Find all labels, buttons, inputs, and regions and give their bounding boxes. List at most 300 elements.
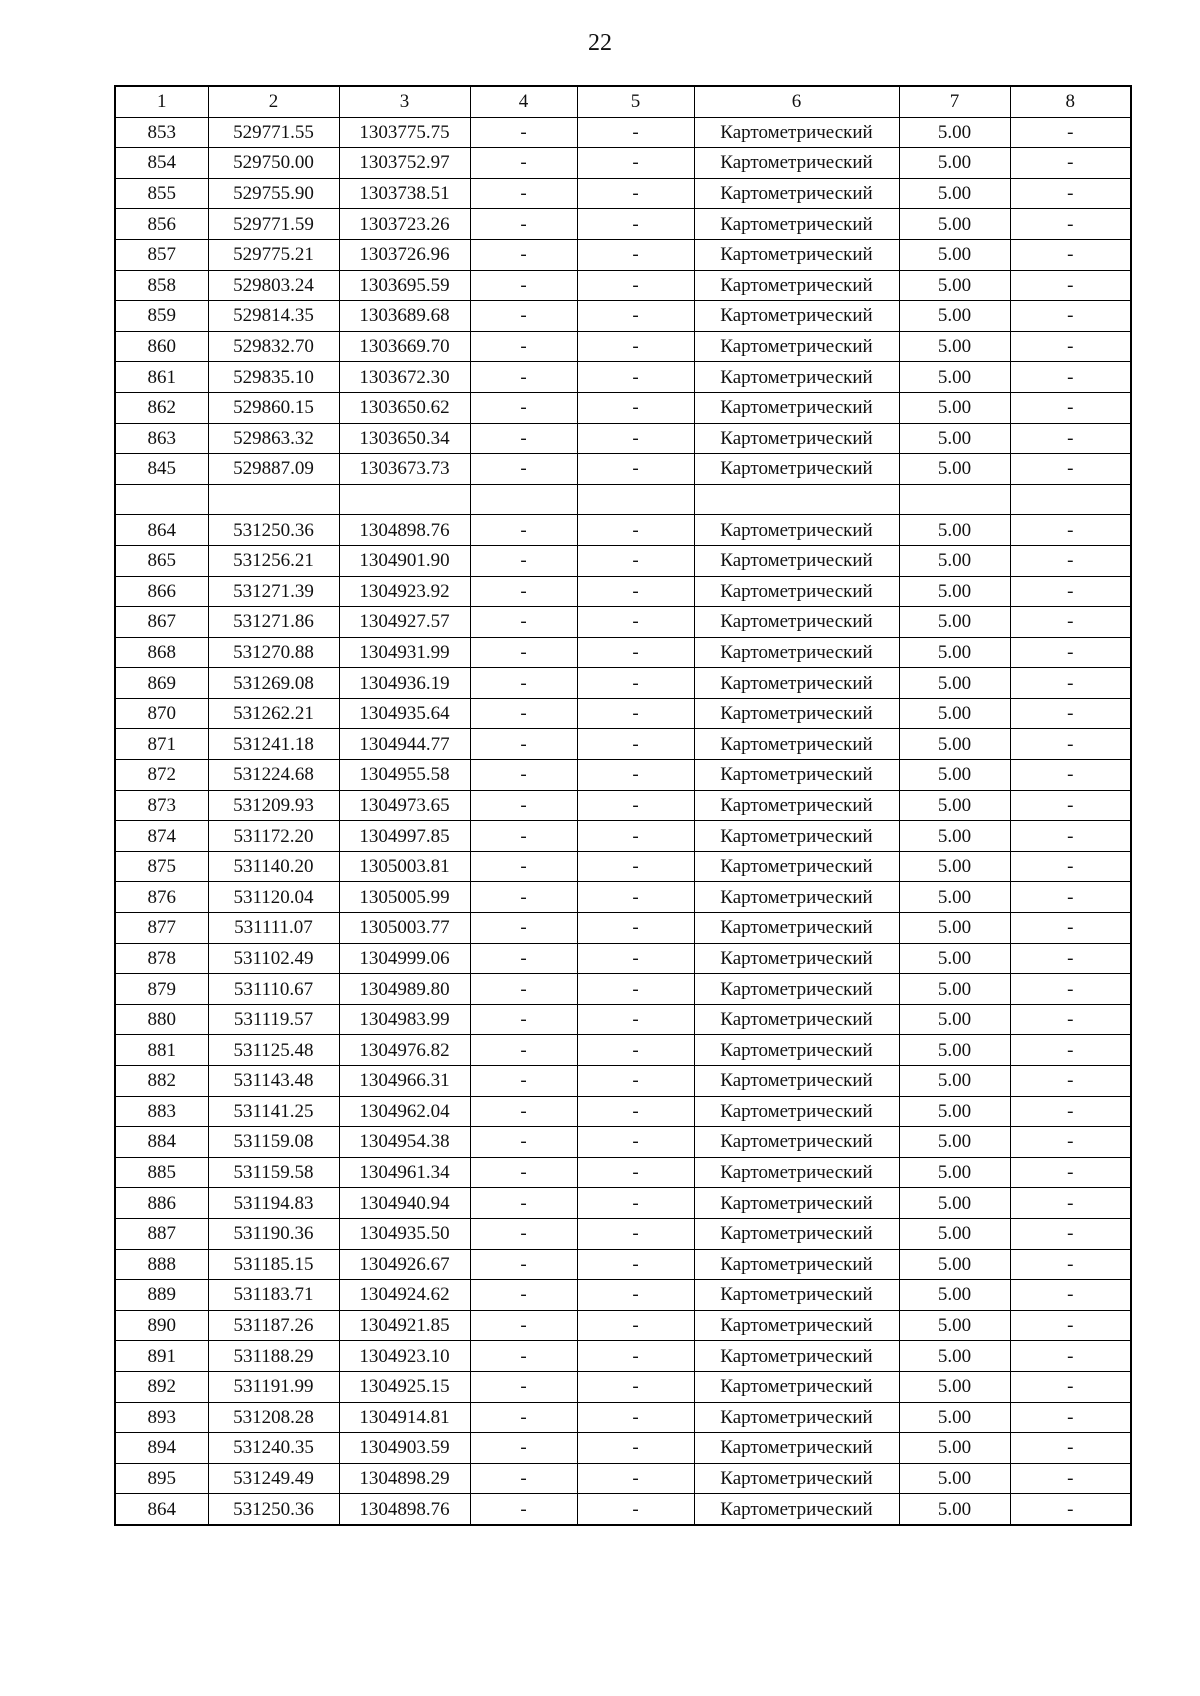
- method-cell: Картометрический: [694, 913, 899, 944]
- table-row: [115, 1433, 1131, 1464]
- x-coordinate-cell: 531208.28: [208, 1402, 339, 1433]
- method-cell: Картометрический: [694, 790, 899, 821]
- point-number-cell: 870: [115, 698, 208, 729]
- point-number-cell: 858: [115, 270, 208, 301]
- table-row: [115, 1371, 1131, 1402]
- col-8-cell: -: [1010, 545, 1131, 576]
- point-number-cell: 881: [115, 1035, 208, 1066]
- point-number-cell: 860: [115, 331, 208, 362]
- method-cell: Картометрический: [694, 821, 899, 852]
- col-5-cell: -: [577, 117, 694, 148]
- accuracy-cell: [899, 484, 1010, 515]
- col-5-cell: -: [577, 607, 694, 638]
- point-number-cell: 856: [115, 209, 208, 240]
- point-number-cell: 874: [115, 821, 208, 852]
- col-4-cell: -: [470, 913, 577, 944]
- point-number-cell: 891: [115, 1341, 208, 1372]
- accuracy-cell: 5.00: [899, 607, 1010, 638]
- col-8-cell: -: [1010, 698, 1131, 729]
- col-4-cell: -: [470, 760, 577, 791]
- point-number-cell: 876: [115, 882, 208, 913]
- col-4-cell: -: [470, 607, 577, 638]
- y-coordinate-cell: 1304976.82: [339, 1035, 470, 1066]
- table-row: [115, 851, 1131, 882]
- table-row: [115, 1249, 1131, 1280]
- header-row: [115, 86, 1131, 117]
- accuracy-cell: 5.00: [899, 1035, 1010, 1066]
- col-5-cell: -: [577, 1218, 694, 1249]
- table-row: [115, 1341, 1131, 1372]
- col-5-cell: -: [577, 974, 694, 1005]
- point-number-cell: 884: [115, 1127, 208, 1158]
- col-4-cell: -: [470, 637, 577, 668]
- col-4-cell: -: [470, 1402, 577, 1433]
- y-coordinate-cell: 1304898.76: [339, 515, 470, 546]
- point-number-cell: 868: [115, 637, 208, 668]
- table-row: [115, 943, 1131, 974]
- x-coordinate-cell: 531249.49: [208, 1463, 339, 1494]
- col-4-cell: -: [470, 1157, 577, 1188]
- table-row: [115, 913, 1131, 944]
- point-number-cell: 871: [115, 729, 208, 760]
- table-row: [115, 423, 1131, 454]
- y-coordinate-cell: 1304924.62: [339, 1280, 470, 1311]
- y-coordinate-cell: 1304903.59: [339, 1433, 470, 1464]
- col-4-cell: -: [470, 545, 577, 576]
- col-4-cell: -: [470, 668, 577, 699]
- accuracy-cell: 5.00: [899, 454, 1010, 485]
- x-coordinate-cell: 531190.36: [208, 1218, 339, 1249]
- col-4-cell: -: [470, 362, 577, 393]
- accuracy-cell: 5.00: [899, 943, 1010, 974]
- point-number-cell: 864: [115, 515, 208, 546]
- x-coordinate-cell: 531183.71: [208, 1280, 339, 1311]
- y-coordinate-cell: 1304940.94: [339, 1188, 470, 1219]
- table-row: [115, 1066, 1131, 1097]
- col-5-cell: -: [577, 270, 694, 301]
- col-5-cell: -: [577, 1280, 694, 1311]
- method-cell: Картометрический: [694, 1004, 899, 1035]
- method-cell: Картометрический: [694, 1341, 899, 1372]
- accuracy-cell: 5.00: [899, 698, 1010, 729]
- table-row: [115, 515, 1131, 546]
- table-row: [115, 729, 1131, 760]
- x-coordinate-cell: 529775.21: [208, 239, 339, 270]
- table-row: [115, 484, 1131, 515]
- x-coordinate-cell: 529863.32: [208, 423, 339, 454]
- y-coordinate-cell: 1304914.81: [339, 1402, 470, 1433]
- y-coordinate-cell: 1304955.58: [339, 760, 470, 791]
- col-5-cell: -: [577, 1127, 694, 1158]
- method-cell: Картометрический: [694, 943, 899, 974]
- table-row: [115, 1310, 1131, 1341]
- method-cell: Картометрический: [694, 1402, 899, 1433]
- table-row: [115, 270, 1131, 301]
- column-header-7: 7: [899, 86, 1010, 117]
- accuracy-cell: 5.00: [899, 239, 1010, 270]
- y-coordinate-cell: 1304898.29: [339, 1463, 470, 1494]
- col-5-cell: -: [577, 239, 694, 270]
- point-number-cell: 894: [115, 1433, 208, 1464]
- method-cell: Картометрический: [694, 698, 899, 729]
- col-5-cell: -: [577, 178, 694, 209]
- col-4-cell: -: [470, 576, 577, 607]
- col-5-cell: -: [577, 821, 694, 852]
- col-5-cell: -: [577, 668, 694, 699]
- col-4-cell: -: [470, 943, 577, 974]
- method-cell: Картометрический: [694, 545, 899, 576]
- col-8-cell: -: [1010, 1249, 1131, 1280]
- point-number-cell: 893: [115, 1402, 208, 1433]
- col-4-cell: -: [470, 974, 577, 1005]
- table-row: [115, 301, 1131, 332]
- x-coordinate-cell: 531224.68: [208, 760, 339, 791]
- y-coordinate-cell: 1303723.26: [339, 209, 470, 240]
- table-row: [115, 790, 1131, 821]
- table-row: [115, 698, 1131, 729]
- point-number-cell: 883: [115, 1096, 208, 1127]
- col-8-cell: -: [1010, 1004, 1131, 1035]
- y-coordinate-cell: 1304962.04: [339, 1096, 470, 1127]
- y-coordinate-cell: 1303738.51: [339, 178, 470, 209]
- x-coordinate-cell: 529887.09: [208, 454, 339, 485]
- accuracy-cell: 5.00: [899, 576, 1010, 607]
- accuracy-cell: 5.00: [899, 1341, 1010, 1372]
- col-5-cell: -: [577, 1066, 694, 1097]
- col-8-cell: -: [1010, 1341, 1131, 1372]
- col-5-cell: -: [577, 1310, 694, 1341]
- method-cell: Картометрический: [694, 729, 899, 760]
- col-4-cell: -: [470, 1188, 577, 1219]
- accuracy-cell: 5.00: [899, 668, 1010, 699]
- col-5-cell: -: [577, 362, 694, 393]
- accuracy-cell: 5.00: [899, 1249, 1010, 1280]
- table-row: [115, 239, 1131, 270]
- accuracy-cell: 5.00: [899, 1096, 1010, 1127]
- col-4-cell: -: [470, 1433, 577, 1464]
- col-5-cell: -: [577, 148, 694, 179]
- coordinates-table: [114, 85, 1132, 1526]
- col-4-cell: -: [470, 1341, 577, 1372]
- col-4-cell: -: [470, 515, 577, 546]
- y-coordinate-cell: 1304927.57: [339, 607, 470, 638]
- point-number-cell: 875: [115, 851, 208, 882]
- col-8-cell: -: [1010, 851, 1131, 882]
- col-4-cell: -: [470, 1127, 577, 1158]
- y-coordinate-cell: 1304983.99: [339, 1004, 470, 1035]
- point-number-cell: 889: [115, 1280, 208, 1311]
- method-cell: Картометрический: [694, 239, 899, 270]
- x-coordinate-cell: 531241.18: [208, 729, 339, 760]
- x-coordinate-cell: 531172.20: [208, 821, 339, 852]
- col-5-cell: -: [577, 209, 694, 240]
- y-coordinate-cell: 1305005.99: [339, 882, 470, 913]
- x-coordinate-cell: 531111.07: [208, 913, 339, 944]
- col-5-cell: -: [577, 1096, 694, 1127]
- accuracy-cell: 5.00: [899, 1127, 1010, 1158]
- point-number-cell: 867: [115, 607, 208, 638]
- table-row: [115, 1494, 1131, 1525]
- y-coordinate-cell: 1303669.70: [339, 331, 470, 362]
- x-coordinate-cell: 531269.08: [208, 668, 339, 699]
- table-row: [115, 209, 1131, 240]
- point-number-cell: 859: [115, 301, 208, 332]
- table-row: [115, 637, 1131, 668]
- table-body: [115, 117, 1131, 1525]
- col-8-cell: -: [1010, 974, 1131, 1005]
- col-4-cell: -: [470, 239, 577, 270]
- y-coordinate-cell: 1304966.31: [339, 1066, 470, 1097]
- accuracy-cell: 5.00: [899, 1310, 1010, 1341]
- point-number-cell: 873: [115, 790, 208, 821]
- accuracy-cell: 5.00: [899, 1280, 1010, 1311]
- y-coordinate-cell: 1304901.90: [339, 545, 470, 576]
- col-8-cell: -: [1010, 209, 1131, 240]
- method-cell: Картометрический: [694, 1035, 899, 1066]
- accuracy-cell: 5.00: [899, 851, 1010, 882]
- x-coordinate-cell: 529832.70: [208, 331, 339, 362]
- method-cell: Картометрический: [694, 1280, 899, 1311]
- col-5-cell: -: [577, 1433, 694, 1464]
- col-4-cell: -: [470, 178, 577, 209]
- col-5-cell: -: [577, 301, 694, 332]
- point-number-cell: 892: [115, 1371, 208, 1402]
- method-cell: Картометрический: [694, 1127, 899, 1158]
- y-coordinate-cell: 1304935.50: [339, 1218, 470, 1249]
- col-5-cell: -: [577, 698, 694, 729]
- accuracy-cell: 5.00: [899, 362, 1010, 393]
- col-4-cell: -: [470, 270, 577, 301]
- accuracy-cell: 5.00: [899, 882, 1010, 913]
- accuracy-cell: 5.00: [899, 1066, 1010, 1097]
- accuracy-cell: 5.00: [899, 423, 1010, 454]
- col-4-cell: -: [470, 454, 577, 485]
- y-coordinate-cell: 1304936.19: [339, 668, 470, 699]
- table-row: [115, 576, 1131, 607]
- method-cell: Картометрический: [694, 1096, 899, 1127]
- method-cell: Картометрический: [694, 576, 899, 607]
- col-5-cell: -: [577, 1157, 694, 1188]
- y-coordinate-cell: 1304926.67: [339, 1249, 470, 1280]
- accuracy-cell: 5.00: [899, 974, 1010, 1005]
- method-cell: Картометрический: [694, 882, 899, 913]
- col-4-cell: -: [470, 392, 577, 423]
- x-coordinate-cell: 531270.88: [208, 637, 339, 668]
- x-coordinate-cell: 531185.15: [208, 1249, 339, 1280]
- method-cell: Картометрический: [694, 1433, 899, 1464]
- x-coordinate-cell: 531102.49: [208, 943, 339, 974]
- accuracy-cell: 5.00: [899, 637, 1010, 668]
- col-4-cell: [470, 484, 577, 515]
- col-8-cell: -: [1010, 576, 1131, 607]
- x-coordinate-cell: 529803.24: [208, 270, 339, 301]
- y-coordinate-cell: 1304925.15: [339, 1371, 470, 1402]
- point-number-cell: 853: [115, 117, 208, 148]
- x-coordinate-cell: 531209.93: [208, 790, 339, 821]
- table-row: [115, 1463, 1131, 1494]
- table-row: [115, 607, 1131, 638]
- accuracy-cell: 5.00: [899, 270, 1010, 301]
- col-4-cell: -: [470, 209, 577, 240]
- y-coordinate-cell: 1304931.99: [339, 637, 470, 668]
- col-8-cell: -: [1010, 1402, 1131, 1433]
- y-coordinate-cell: 1305003.81: [339, 851, 470, 882]
- col-8-cell: -: [1010, 270, 1131, 301]
- col-8-cell: -: [1010, 454, 1131, 485]
- x-coordinate-cell: 531250.36: [208, 515, 339, 546]
- col-8-cell: -: [1010, 301, 1131, 332]
- col-4-cell: -: [470, 331, 577, 362]
- method-cell: Картометрический: [694, 331, 899, 362]
- y-coordinate-cell: 1304898.76: [339, 1494, 470, 1525]
- point-number-cell: 857: [115, 239, 208, 270]
- column-header-3: 3: [339, 86, 470, 117]
- y-coordinate-cell: 1304973.65: [339, 790, 470, 821]
- x-coordinate-cell: 531262.21: [208, 698, 339, 729]
- x-coordinate-cell: 531159.08: [208, 1127, 339, 1158]
- col-5-cell: -: [577, 851, 694, 882]
- accuracy-cell: 5.00: [899, 301, 1010, 332]
- col-5-cell: -: [577, 790, 694, 821]
- accuracy-cell: 5.00: [899, 913, 1010, 944]
- accuracy-cell: 5.00: [899, 1157, 1010, 1188]
- col-5-cell: -: [577, 913, 694, 944]
- table-row: [115, 1035, 1131, 1066]
- col-5-cell: -: [577, 1188, 694, 1219]
- col-8-cell: -: [1010, 1188, 1131, 1219]
- point-number-cell: 877: [115, 913, 208, 944]
- table-row: [115, 1127, 1131, 1158]
- y-coordinate-cell: 1303726.96: [339, 239, 470, 270]
- method-cell: Картометрический: [694, 148, 899, 179]
- method-cell: Картометрический: [694, 637, 899, 668]
- method-cell: Картометрический: [694, 178, 899, 209]
- col-8-cell: -: [1010, 668, 1131, 699]
- method-cell: Картометрический: [694, 1310, 899, 1341]
- point-number-cell: 872: [115, 760, 208, 791]
- x-coordinate-cell: 529771.55: [208, 117, 339, 148]
- col-4-cell: -: [470, 1066, 577, 1097]
- method-cell: Картометрический: [694, 392, 899, 423]
- col-5-cell: -: [577, 515, 694, 546]
- x-coordinate-cell: 531191.99: [208, 1371, 339, 1402]
- y-coordinate-cell: 1304989.80: [339, 974, 470, 1005]
- method-cell: Картометрический: [694, 1249, 899, 1280]
- accuracy-cell: 5.00: [899, 1463, 1010, 1494]
- column-header-2: 2: [208, 86, 339, 117]
- method-cell: Картометрический: [694, 209, 899, 240]
- x-coordinate-cell: 531271.86: [208, 607, 339, 638]
- col-5-cell: -: [577, 545, 694, 576]
- x-coordinate-cell: 529814.35: [208, 301, 339, 332]
- col-4-cell: -: [470, 1494, 577, 1525]
- point-number-cell: 886: [115, 1188, 208, 1219]
- accuracy-cell: 5.00: [899, 148, 1010, 179]
- table-row: [115, 760, 1131, 791]
- col-8-cell: -: [1010, 1433, 1131, 1464]
- col-5-cell: -: [577, 1004, 694, 1035]
- point-number-cell: 887: [115, 1218, 208, 1249]
- col-5-cell: -: [577, 1341, 694, 1372]
- col-5-cell: -: [577, 1402, 694, 1433]
- y-coordinate-cell: 1304935.64: [339, 698, 470, 729]
- x-coordinate-cell: 531187.26: [208, 1310, 339, 1341]
- y-coordinate-cell: 1303689.68: [339, 301, 470, 332]
- col-8-cell: -: [1010, 637, 1131, 668]
- column-header-6: 6: [694, 86, 899, 117]
- method-cell: Картометрический: [694, 974, 899, 1005]
- col-5-cell: -: [577, 1371, 694, 1402]
- point-number-cell: 882: [115, 1066, 208, 1097]
- col-4-cell: -: [470, 301, 577, 332]
- point-number-cell: 862: [115, 392, 208, 423]
- col-5-cell: -: [577, 760, 694, 791]
- method-cell: Картометрический: [694, 1494, 899, 1525]
- col-4-cell: -: [470, 821, 577, 852]
- method-cell: Картометрический: [694, 270, 899, 301]
- point-number-cell: 855: [115, 178, 208, 209]
- col-5-cell: -: [577, 1494, 694, 1525]
- method-cell: Картометрический: [694, 1188, 899, 1219]
- col-8-cell: -: [1010, 1218, 1131, 1249]
- col-8-cell: -: [1010, 882, 1131, 913]
- point-number-cell: 869: [115, 668, 208, 699]
- x-coordinate-cell: 531119.57: [208, 1004, 339, 1035]
- column-header-4: 4: [470, 86, 577, 117]
- col-4-cell: -: [470, 1004, 577, 1035]
- col-4-cell: -: [470, 148, 577, 179]
- point-number-cell: 866: [115, 576, 208, 607]
- method-cell: Картометрический: [694, 668, 899, 699]
- col-5-cell: -: [577, 454, 694, 485]
- x-coordinate-cell: 531256.21: [208, 545, 339, 576]
- point-number-cell: 861: [115, 362, 208, 393]
- y-coordinate-cell: 1303695.59: [339, 270, 470, 301]
- y-coordinate-cell: 1303650.62: [339, 392, 470, 423]
- col-8-cell: -: [1010, 1066, 1131, 1097]
- point-number-cell: 895: [115, 1463, 208, 1494]
- table-row: [115, 974, 1131, 1005]
- method-cell: Картометрический: [694, 454, 899, 485]
- col-4-cell: -: [470, 1310, 577, 1341]
- col-5-cell: -: [577, 1463, 694, 1494]
- table-row: [115, 117, 1131, 148]
- y-coordinate-cell: 1303775.75: [339, 117, 470, 148]
- accuracy-cell: 5.00: [899, 209, 1010, 240]
- point-number-cell: 864: [115, 1494, 208, 1525]
- col-8-cell: [1010, 484, 1131, 515]
- accuracy-cell: 5.00: [899, 515, 1010, 546]
- x-coordinate-cell: 529860.15: [208, 392, 339, 423]
- col-4-cell: -: [470, 698, 577, 729]
- col-4-cell: -: [470, 117, 577, 148]
- table-row: [115, 392, 1131, 423]
- y-coordinate-cell: 1305003.77: [339, 913, 470, 944]
- accuracy-cell: 5.00: [899, 545, 1010, 576]
- table-row: [115, 178, 1131, 209]
- accuracy-cell: 5.00: [899, 760, 1010, 791]
- table-row: [115, 1188, 1131, 1219]
- table-row: [115, 545, 1131, 576]
- accuracy-cell: 5.00: [899, 178, 1010, 209]
- col-8-cell: -: [1010, 392, 1131, 423]
- x-coordinate-cell: 529755.90: [208, 178, 339, 209]
- col-8-cell: -: [1010, 1463, 1131, 1494]
- method-cell: Картометрический: [694, 117, 899, 148]
- col-8-cell: -: [1010, 515, 1131, 546]
- col-5-cell: -: [577, 392, 694, 423]
- accuracy-cell: 5.00: [899, 821, 1010, 852]
